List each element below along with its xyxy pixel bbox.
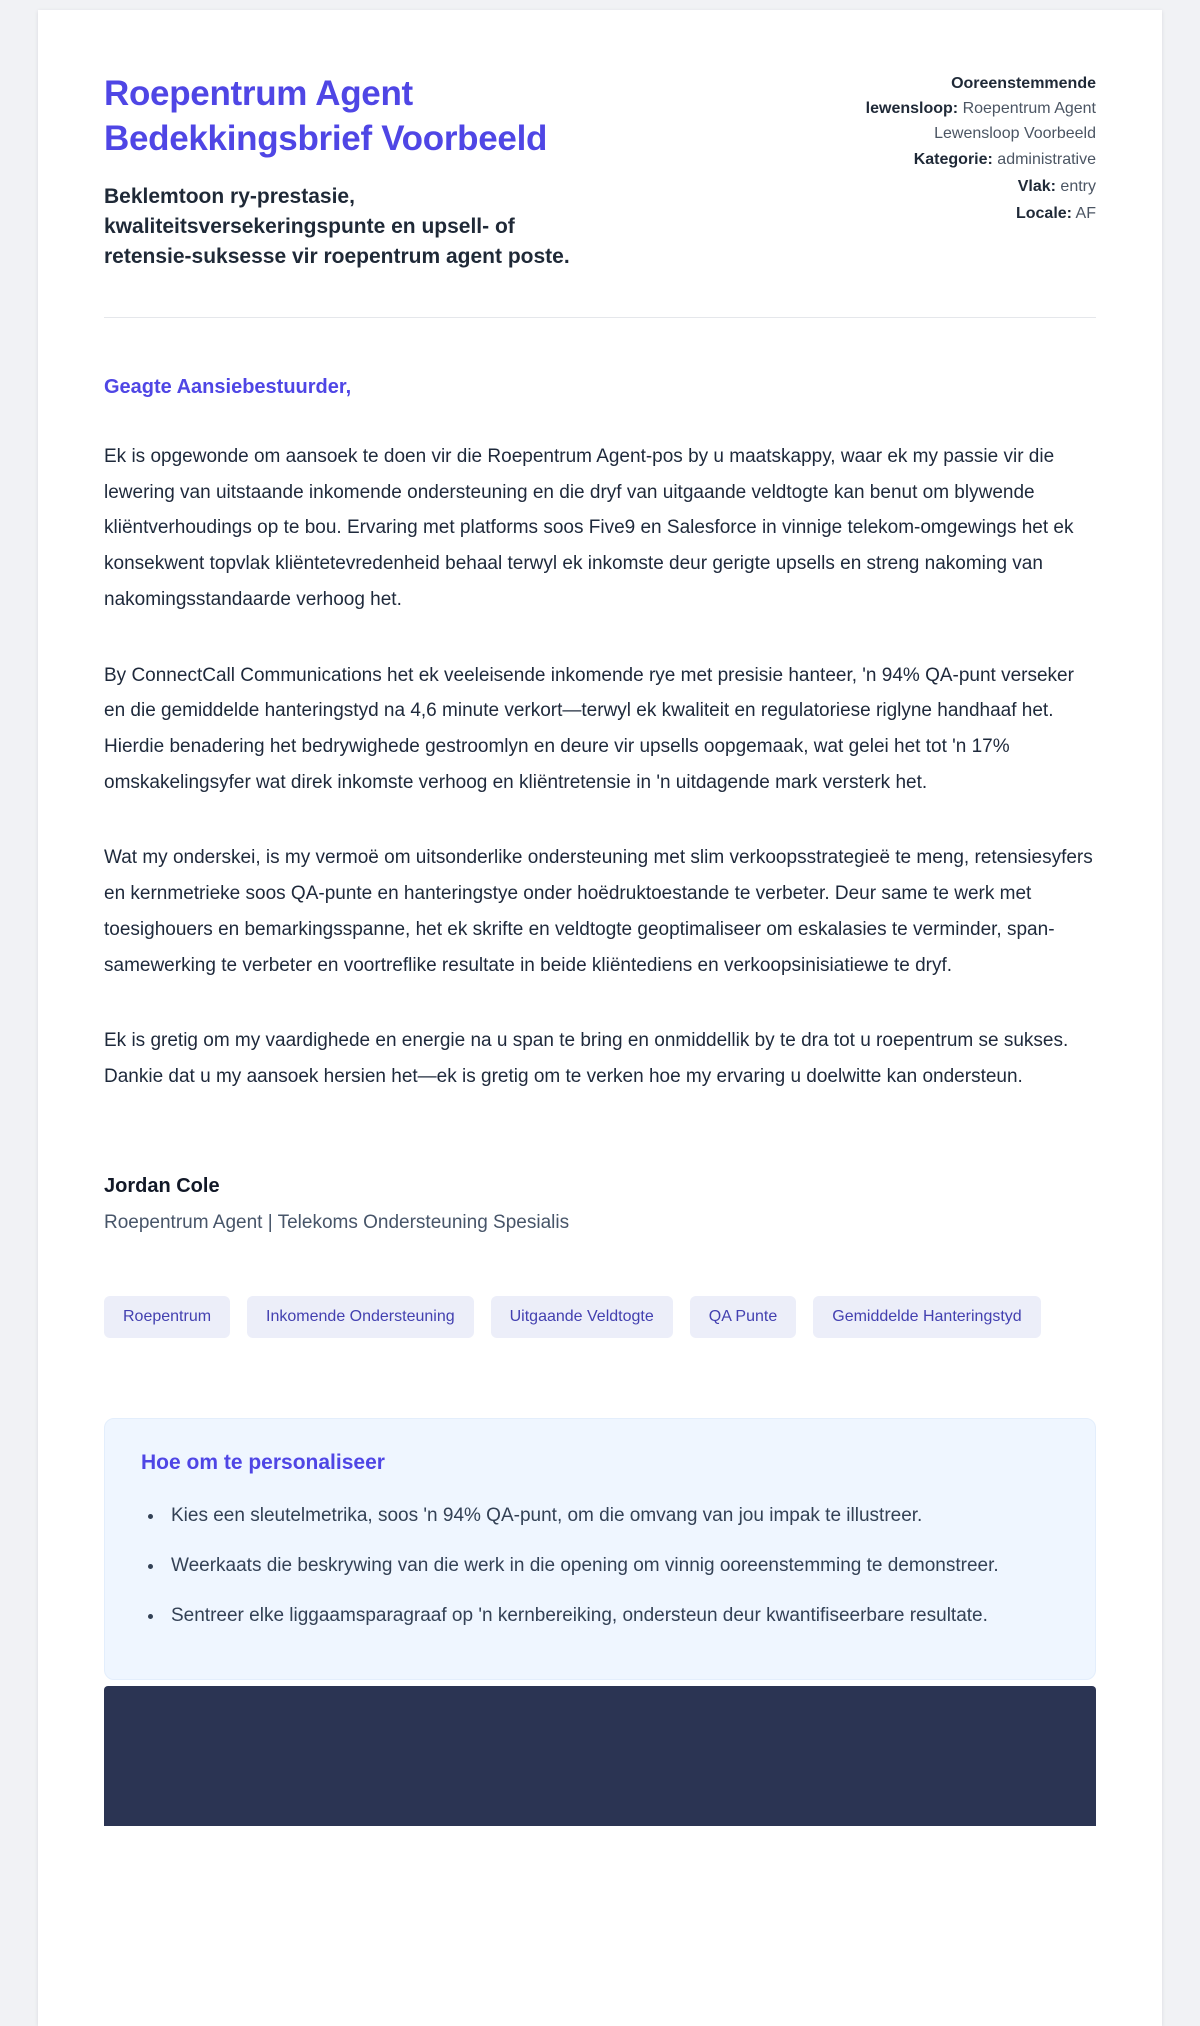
- letter-paragraph: Wat my onderskei, is my vermoë om uitsonderlike ondersteuning met slim verkoopsstrategieë te meng, retensiesyfers en kernmetrieke soos QA-punte en hanteringstye onder hoëdruktoestande te verbeter. Deur same te werk met toesighouers en bemarkingsspanne, het ek skrifte en veldtogte geoptimaliseer om eskalasies te verminder, span-samewerking te verbeter en voortreflike resultate in beide kliëntediens en verkoopsinisiatiewe te dryf.: [104, 847, 1093, 976]
- meta-row-matching-resume: [856, 72, 1096, 146]
- meta-label: Vlak:: [1017, 178, 1056, 196]
- tips-list: [141, 1499, 1059, 1634]
- tag-chip[interactable]: Uitgaande Veldtogte: [491, 1296, 673, 1338]
- signature-role: Roepentrum Agent | Telekoms Ondersteuning Spesialis: [104, 1211, 570, 1233]
- page-title: Roepentrum Agent Bedekkingsbrief Voorbeeld: [104, 74, 548, 158]
- document-header: [104, 72, 1096, 273]
- header-title-block: [104, 72, 816, 273]
- header-divider: [104, 317, 1096, 318]
- letter-paragraph: Ek is opgewonde om aansoek te doen vir die Roepentrum Agent-pos by u maatskappy, waar ek my passie vir die lewering van uitstaande inkomende ondersteuning en die dryf van uitgaande veldtogte kan benut om blywende kliëntverhoudings op te bou. Ervaring met platforms soos Five9 en Salesforce in vinnige telekom-omgewings het ek konsekwent topvlak kliëntetevredenheid behaal terwyl ek inkomste deur gerigte upsells en streng nakoming van nakomingsstandaarde verhoog het.: [104, 445, 1074, 610]
- tips-box: [104, 1418, 1096, 1681]
- meta-value: Roepentrum Agent Lewensloop Voorbeeld: [934, 99, 1096, 142]
- meta-row-level: [856, 175, 1096, 200]
- tag-chip[interactable]: Roepentrum: [104, 1296, 230, 1338]
- tip-item: • Sentreer elke liggaamsparagraaf op 'n kernbereiking, ondersteun deur kwantifiseerbare resultate.: [165, 1599, 1059, 1633]
- meta-value: AF: [1075, 204, 1096, 222]
- page-subtitle: Beklemtoon ry-prestasie, kwaliteitsversekeringspunte en upsell- of retensie-suksesse vir roepentrum agent poste.: [104, 184, 570, 269]
- meta-row-category: [856, 148, 1096, 173]
- letter-paragraph: By ConnectCall Communications het ek veeleisende inkomende rye met presisie hanteer, 'n 94% QA-punt verseker en die gemiddelde hanteringstyd na 4,6 minute verkort—terwyl ek kwaliteit en regulatoriese riglyne handhaaf het. Hierdie benadering het bedrywighede gestroomlyn en deure vir upsells oopgemaak, wat gelei het tot 'n 17% omskakelingsyfer wat direk inkomste verhoog en kliëntretensie in 'n uitdagende mark versterk het.: [104, 664, 1074, 793]
- tip-item: • Weerkaats die beskrywing van die werk in die opening om vinnig ooreenstemming te demonstreer.: [165, 1549, 1059, 1583]
- document-card: [38, 10, 1162, 2026]
- meta-value: administrative: [997, 151, 1096, 169]
- meta-label: Kategorie:: [913, 151, 993, 169]
- meta-row-locale: [856, 202, 1096, 227]
- letter-paragraph: Ek is gretig om my vaardighede en energie na u span te bring en onmiddellik by te dra tot u roepentrum se sukses. Dankie dat u my aansoek hersien het—ek is gretig om te verken hoe my ervaring u doelwitte kan ondersteun.: [104, 1030, 1069, 1087]
- tag-list: [104, 1296, 1096, 1338]
- tip-item: • Kies een sleutelmetrika, soos 'n 94% QA-punt, om die omvang van jou impak te illustreer.: [165, 1499, 1059, 1533]
- tips-title: Hoe om te personaliseer: [141, 1450, 385, 1474]
- signature-name: Jordan Cole: [104, 1174, 220, 1197]
- footer-bar: [104, 1686, 1096, 1826]
- meta-label: Ooreenstemmende lewensloop:: [865, 75, 1096, 117]
- tag-chip[interactable]: Inkomende Ondersteuning: [247, 1296, 474, 1338]
- meta-label: Locale:: [1015, 204, 1072, 222]
- document-meta: [856, 72, 1096, 273]
- meta-value: entry: [1060, 178, 1096, 196]
- tag-chip[interactable]: QA Punte: [690, 1296, 797, 1338]
- letter-greeting: Geagte Aansiebestuurder,: [104, 375, 352, 398]
- tag-chip[interactable]: Gemiddelde Hanteringstyd: [813, 1296, 1040, 1338]
